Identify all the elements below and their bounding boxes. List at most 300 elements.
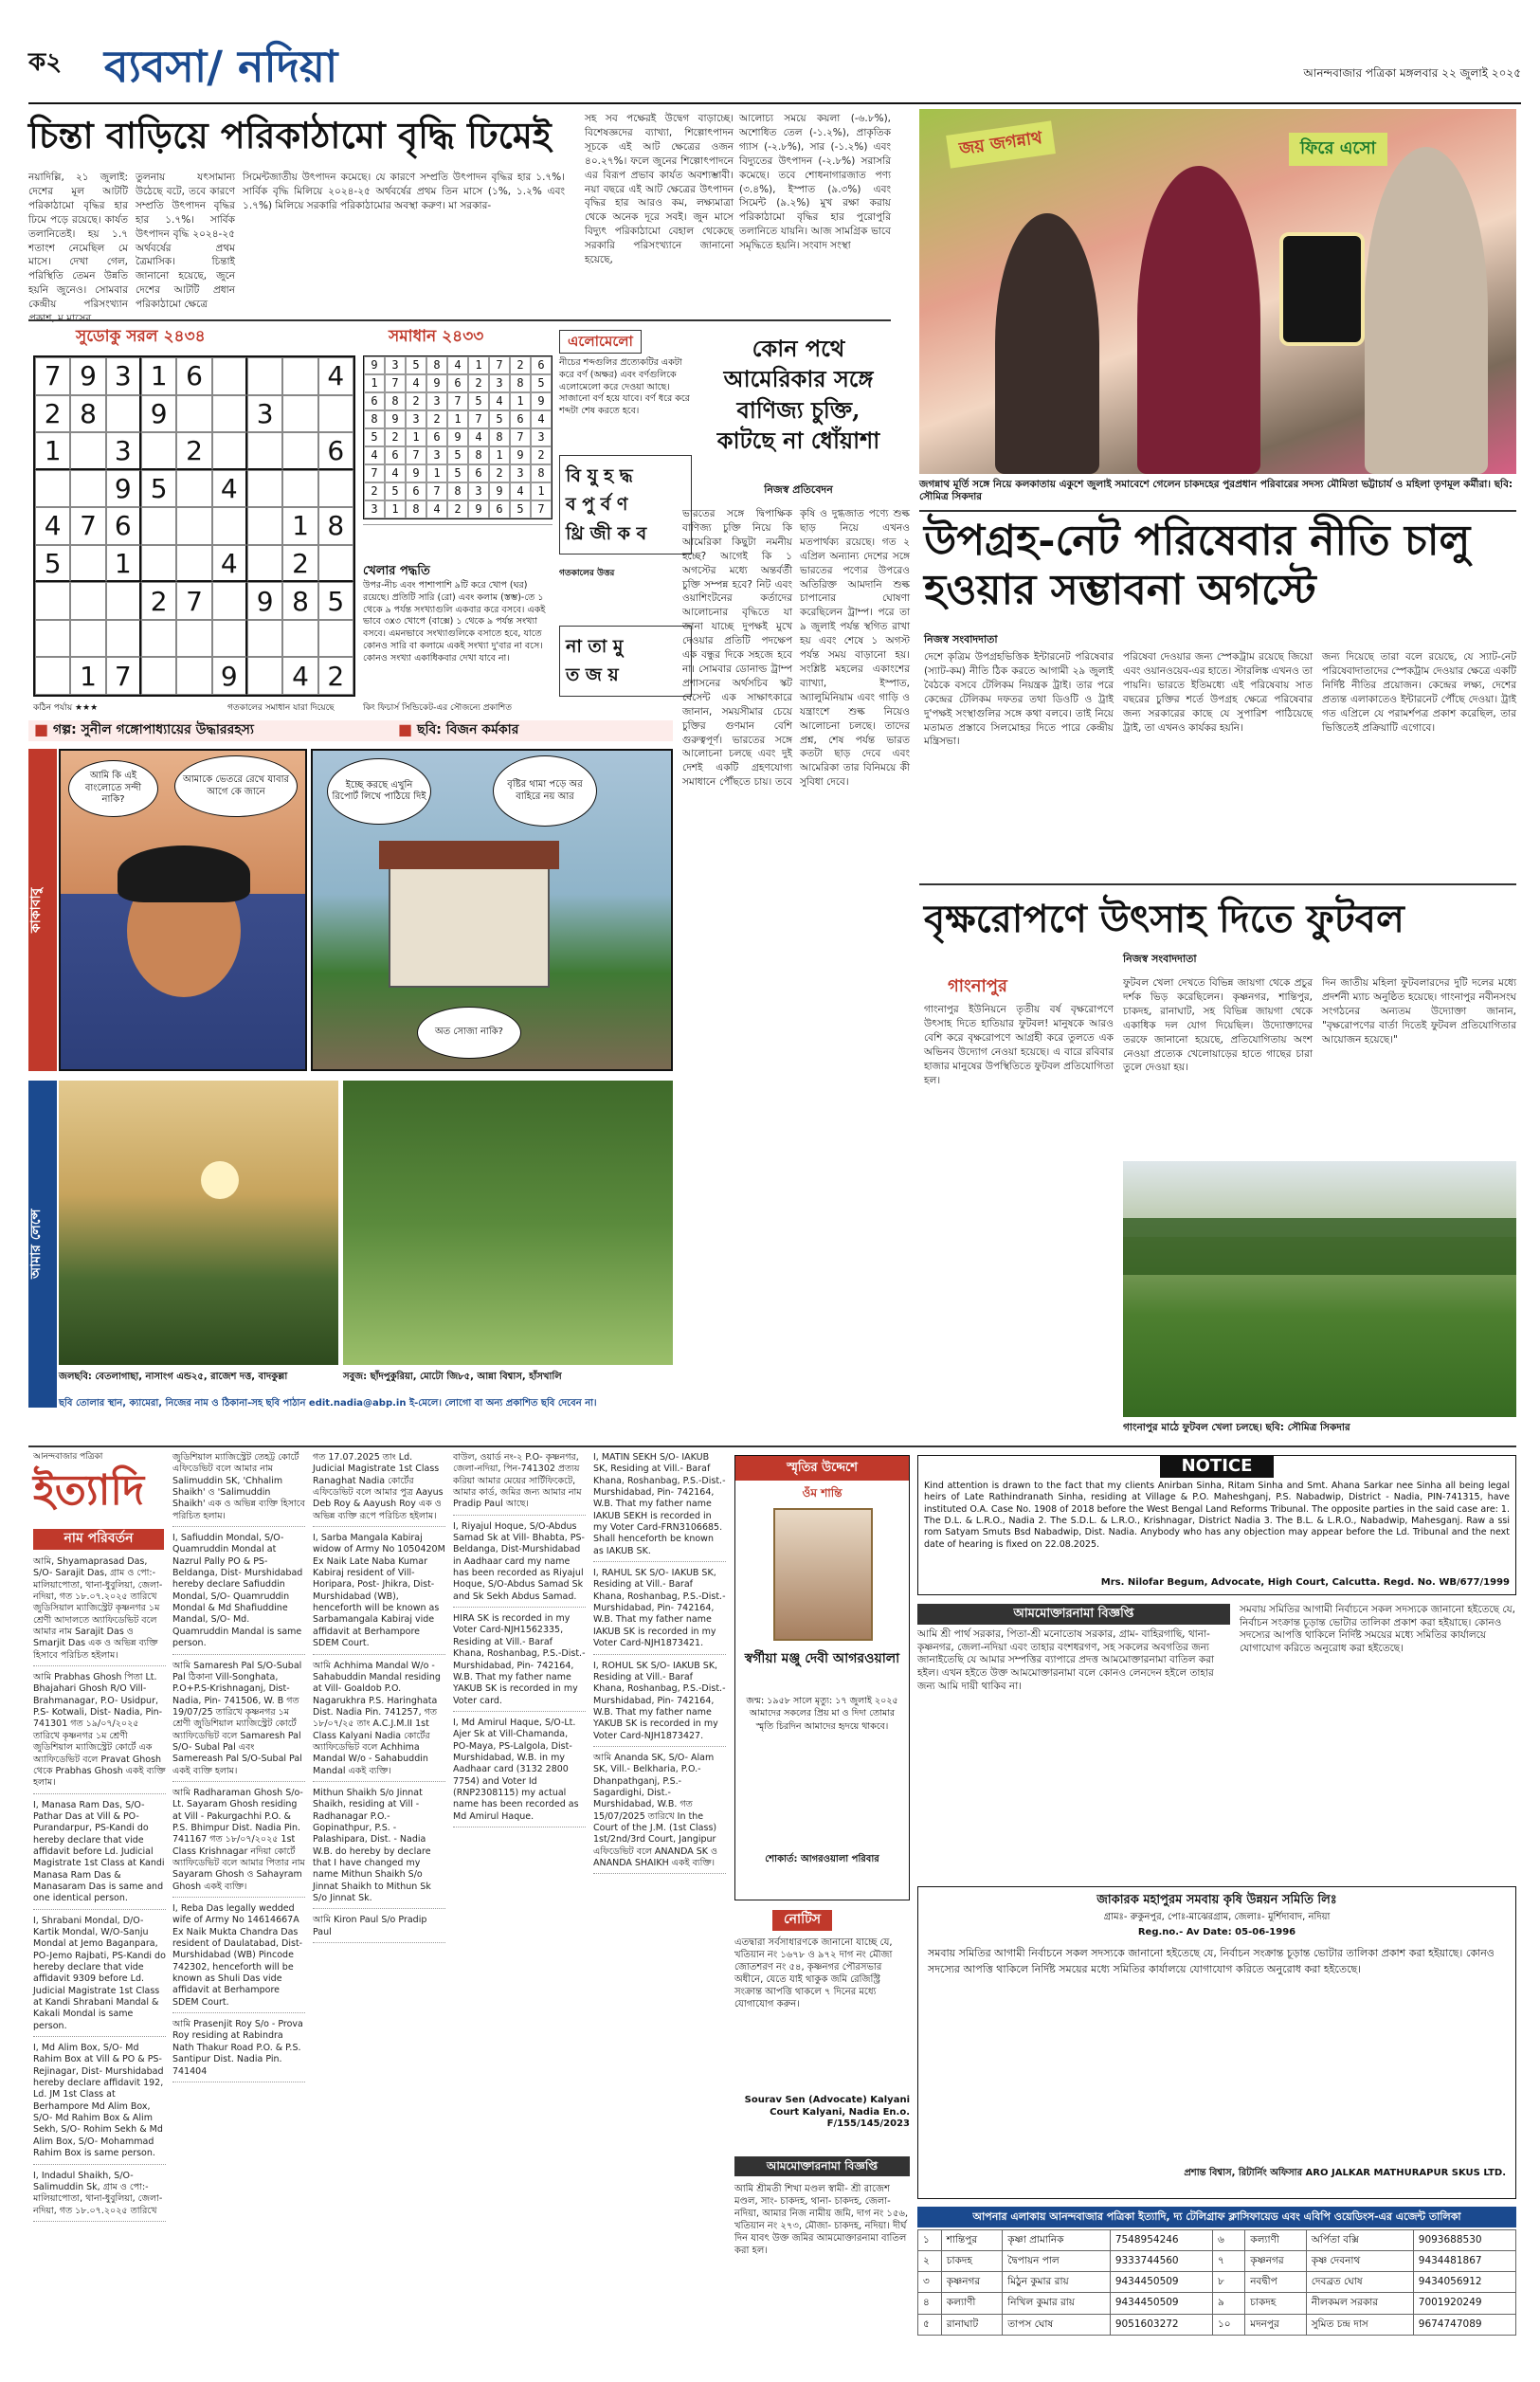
- sudoku-cell[interactable]: [35, 470, 70, 508]
- solution-cell: 9: [531, 392, 552, 410]
- agent-row: [918, 2251, 1516, 2272]
- sudoku-cell[interactable]: 4: [35, 507, 70, 545]
- classified-ad: I, Safiuddin Mondal, S/O- Quamruddin Mondal at Nazrul Pally PO & PS- Beldanga, Dist- Murshidabad hereby declare Safiuddin Mondal, S/O- Quamruddin Mondal & Md Shafiuddine Mandal, S/O- Md. Quamruddin Mandal is same person.: [172, 1533, 305, 1654]
- sudoku-cell[interactable]: 5: [141, 470, 176, 508]
- classified-ad: আমি Prabhas Ghosh পিতা Lt. Bhajahari Ghosh R/O Vill- Brahmanagar, P.O- Usidpur, P.S- Kotwali, Dist- Nadia, Pin- 741301 গত ১৯/০৭/২০২৫ তারিখে কৃষ্ণনগর ১ম শ্রেণী জুডিশিয়াল ম্যাজিস্ট্রেট কোর্টে এক অ্যাফিডেভিট বলে Pravat Ghosh থেকে Prabhas Ghosh একই ব্যক্তি হলাম।: [33, 1672, 166, 1793]
- solution-cell: 4: [364, 446, 385, 464]
- poa-title: আমমোক্তারনামা বিজ্ঞপ্তি: [917, 1604, 1230, 1625]
- obituary-shanti: ওঁম শান্তি: [802, 1486, 842, 1500]
- agent-cell: ৭: [1212, 2251, 1244, 2272]
- agent-cell: ১০: [1212, 2314, 1244, 2335]
- solution-cell: 4: [447, 356, 468, 374]
- solution-cell: 4: [531, 410, 552, 428]
- sudoku-cell[interactable]: 9: [70, 357, 105, 395]
- solution-cell: 9: [364, 356, 385, 374]
- solution-cell: 4: [489, 392, 510, 410]
- solution-cell: 9: [468, 500, 489, 518]
- solution-cell: 2: [406, 392, 426, 410]
- answer-row: ত জ য়: [566, 664, 619, 686]
- solution-cell: 7: [364, 464, 385, 482]
- person-silhouette: [995, 213, 1099, 474]
- solution-cell: 9: [385, 410, 406, 428]
- sudoku-cell[interactable]: [141, 507, 176, 545]
- elomelo-puzzle[interactable]: [559, 455, 692, 555]
- jagannath-caption: জগন্নাথ মূর্তি সঙ্গে নিয়ে কলকাতায় একুশে জুলাই সমাবেশে গেলেন চাকদহের পুরপ্রধান পরিবারের সদস্য মৌমিতা ভট্টাচার্য ও মহিলা তৃণমূল কর্মীরা। ছবি: সৌমিত্র সিকদার: [919, 479, 1513, 503]
- solution-cell: 1: [447, 410, 468, 428]
- classified-ad: আমি Radharaman Ghosh S/o- Lt. Sayaram Ghosh residing at Vill - Pakurgachhi P.O. & P.S. Bhimpur Dist. Nadia Pin. 741167 গত ১৮/০৭/২০২৫ 1st Class Krishnagar নদিয়া কোর্টে অ্যাফিডেভিট বলে আমার পিতার নাম Sayaram Ghosh ও Sahayram Ghosh একই ব্যক্তি।: [172, 1788, 305, 1898]
- solution-cell: 6: [447, 374, 468, 392]
- sudoku-cell[interactable]: 9: [141, 395, 176, 433]
- sudoku-cell[interactable]: [212, 582, 247, 620]
- satellite-col-3: জন্য দিয়েছে তারা বলে রয়েছে, যে স্যাট-নেট পরিষেবাদাতাদের স্পেকট্রাম দেওয়ার ক্ষেত্রে একটি নির্দিষ্ট নীতির প্রয়োজন। কেন্দ্রের লক্ষ্য, দেশের প্রত্যন্ত এলাকাতেও ইন্টারনেট পৌঁছে দেওয়া। ট্রাই গত এপ্রিলে যে পরামর্শপত্র প্রকাশ করেছিল, তার ভিত্তিতেই প্রক্রিয়াটি এগোবে।: [1322, 651, 1516, 734]
- sudoku-cell[interactable]: 3: [247, 395, 282, 433]
- sudoku-solver-note: গতকালের সমাধান যারা দিয়েছে: [227, 703, 335, 713]
- agent-cell: 9434450509: [1110, 2272, 1212, 2293]
- section-title: ব্যবসা/ নদিয়া: [104, 41, 338, 92]
- usa-story-body: ভারতের সঙ্গে দ্বিপাক্ষিক বাণিজ্য চুক্তি নিয়ে কি আমেরিকা কিছুটা নমনীয় হচ্ছে? আগেই কি ১ অগস্টের মধ্যে অন্তর্বর্তী চুক্তি সম্পন্ন হবে? নিট এবং ওয়াশিংটনের কর্তাদের আলোচনার বৃদ্ধিতে যা জানা যাচ্ছে দুপক্ষই মুখে দেওয়ার প্রতিটি পদক্ষেপ এক বন্ধুর দিকে সহজে হবে না। সোমবার ডোনাল্ড ট্রাম্প প্রশাসনের অর্থসচিব স্কট বেসেন্ট এক সাক্ষাৎকারে জানান, সময়সীমার চেয়ে চুক্তির গুণমান বেশি গুরুত্বপূর্ণ। ভারতের সঙ্গে আলোচনা চলছে এবং দুই দেশই একটি গ্রহণযোগ্য সমাধানে পৌঁছতে চায়। তবে কৃষি ও দুগ্ধজাত পণ্যে শুল্ক ছাড় নিয়ে এখনও মতপার্থক্য রয়েছে। গত ২ এপ্রিল অন্যান্য দেশের সঙ্গে ভারতের পণ্যের উপরেও অতিরিক্ত আমদানি শুল্ক চাপানোর ঘোষণা করেছিলেন ট্রাম্প। পরে তা ৯ জুলাই পর্যন্ত স্থগিত রাখা হয় এবং শেষে ১ অগস্ট পর্যন্ত সময় বাড়ানো হয়। সংশ্লিষ্ট মহলের একাংশের ব্যাখ্যা, ইস্পাত, অ্যালুমিনিয়াম এবং গাড়ি ও যন্ত্রাংশে শুল্ক নিয়েও আলোচনা চলছে। তাদের প্রশ্ন, শেষ পর্যন্ত ভারত কতটা ছাড় দেবে এবং আমেরিকা তার বিনিময়ে কী সুবিধা দেবে।: [682, 508, 910, 789]
- sudoku-cell[interactable]: 1: [282, 507, 317, 545]
- sudoku-cell[interactable]: [106, 582, 141, 620]
- sudoku-cell[interactable]: 7: [176, 582, 211, 620]
- agent-cell: অর্পিতা বক্সি: [1306, 2230, 1413, 2251]
- sudoku-cell[interactable]: [318, 545, 353, 583]
- solution-cell: 5: [385, 482, 406, 500]
- solution-cell: 6: [468, 464, 489, 482]
- comic-story-label: গল্প: সুনীল গঙ্গোপাধ্যায়ের উদ্ধাররহস্য: [53, 722, 254, 737]
- agent-cell: ৩: [918, 2272, 942, 2293]
- agent-cell: ২: [918, 2251, 942, 2272]
- sudoku-cell[interactable]: [247, 545, 282, 583]
- classified-ad: I, RAHUL SK S/O- IAKUB SK, Residing at Vill.- Baraf Khana, Roshanbag, P.S.-Dist.-Murshidabad, Pin- 742164, W.B. That my father name IAKUB SK is recorded in my Voter Card-NJH1873421.: [593, 1568, 726, 1654]
- agent-cell: 9434450509: [1110, 2293, 1212, 2314]
- divider: [919, 510, 1516, 512]
- sudoku-title: সুডোকু সরল ২৪৩৪: [76, 327, 206, 346]
- masthead: [28, 38, 1521, 104]
- sudoku-cell[interactable]: 1: [70, 657, 105, 695]
- sudoku-cell[interactable]: [35, 657, 70, 695]
- solution-cell: 1: [531, 482, 552, 500]
- reader-caption-1: জলছবি: বেতলাগাছা, নাসাংগ এন্ড২৫, রাজেশ দত্ত, বাদকুল্লা: [59, 1372, 288, 1382]
- solution-cell: 7: [531, 500, 552, 518]
- sudoku-cell[interactable]: 8: [70, 395, 105, 433]
- sudoku-cell[interactable]: 2: [176, 432, 211, 470]
- agent-row: [918, 2272, 1516, 2293]
- solution-cell: 6: [385, 446, 406, 464]
- sudoku-cell[interactable]: 9: [106, 470, 141, 508]
- notice-box: [917, 1455, 1516, 1595]
- sudoku-cell[interactable]: 1: [106, 545, 141, 583]
- sudoku-cell[interactable]: [70, 582, 105, 620]
- agent-cell: 9434481867: [1413, 2251, 1515, 2272]
- solution-cell: 4: [385, 464, 406, 482]
- poa-box: [917, 1604, 1230, 1879]
- classified-ad: I, Reba Das legally wedded wife of Army No 14614667A Ex Naik Mukta Chandra Das resident of Daulatabad, Dist- Murshidabad (WB) Pincode 742302, henceforth will be known as Shuli Das vide affidavit at Berhampore SDEM Court.: [172, 1903, 305, 2013]
- satellite-headline[interactable]: উপগ্রহ-নেট পরিষেবার নীতি চালু হওয়ার সম্ভাবনা অগস্টে: [924, 517, 1471, 614]
- sudoku-cell[interactable]: [35, 620, 70, 658]
- classified-ad: I, ROHUL SK S/O- IAKUB SK, Residing at Vill.- Baraf Khana, Roshanbag, P.S.-Dist.-Murshidabad, Pin- 742164, W.B. That my father name YAKUB SK is recorded in my Voter Card-NJH1873427.: [593, 1661, 726, 1747]
- agent-cell: ৮: [1212, 2272, 1244, 2293]
- solution-cell: 7: [426, 482, 447, 500]
- speech-bubble: ইচ্ছে করছে এখুনি রিপোর্ট লিখে পাঠিয়ে দিই: [327, 758, 431, 825]
- rules-title: খেলার পদ্ধতি: [363, 564, 430, 578]
- coop-notice: [917, 1886, 1516, 2199]
- agent-header: আপনার এলাকায় আনন্দবাজার পত্রিকা ইত্যাদি, দ্য টেলিগ্রাফ ক্লাসিফায়েড এবং এবিপি ওয়েডিংস-এর এজেন্ট তালিকা: [917, 2207, 1516, 2227]
- sudoku-cell[interactable]: [247, 657, 282, 695]
- classified-ad: আমি Samaresh Pal S/O-Subal Pal ঠিকানা Vill-Songhata, P.O+P.S-Krishnaganj, Dist- Nadia, Pin- 741506, W. B গত 19/07/25 তারিখে কৃষ্ণনগর ১ম শ্রেণী জুডিশিয়াল ম্যাজিস্ট্রেট কোর্টে অ্যাফিডেভিট বলে Samaresh Pal S/O- Subal Pal এবং Samereash Pal S/O-Subal Pal একই ব্যক্তি হলাম।: [172, 1661, 305, 1782]
- lead-col-4: সহ সব পক্ষেরই উদ্বেগ বাড়াচ্ছে। বিশেষজ্ঞদের ব্যাখ্যা, শিল্পোৎপাদন সূচকে এই আট ক্ষেত্রের ওজন ৪০.২৭%। ফলে জুনের শিল্পোৎপাদনে এর বিরূপ প্রভাব কার্যত অবশ্যম্ভাবী। নয়া বছরে এই আট ক্ষেত্রের উৎপাদন বৃদ্ধির হার আরও কম, লক্ষ্যমাত্রা থেকে অনেক দূরে সবই। জুন মাসে বিদ্যুৎ পরিকাঠামো বেহাল থেকেছে সরকারি পরিসংখ্যানে জানানো হয়েছে,: [585, 113, 734, 266]
- agent-cell: নিখিল কুমার রায়: [1003, 2293, 1111, 2314]
- classified-ad: I, Shrabani Mondal, D/O-Kartik Mondal, W/O-Sanju Mondal at Jemo Baganpara, PO-Jemo Rajbati, PS-Kandi do hereby declare that vide affidavit 9309 before Ld. Judicial Magistrate 1st Class at Kandi Shrabani Mandal & Kakali Mondal is same person.: [33, 1916, 166, 2037]
- football-col-1: গাংনাপুর ইউনিয়নে তৃতীয় বর্ষ বৃক্ষরোপণে উৎসাহ দিতে হাতিয়ার ফুটবল! মানুষকে আরও বেশি করে বৃক্ষরোপণে আগ্রহী করে তুলতে এক অভিনব উদ্যোগ নেওয়া হয়েছে। এ বারে রবিবার হাজার মানুষের উপস্থিতিতে ফুটবল প্রতিযোগিতা হল।: [924, 1004, 1114, 1086]
- sudoku-cell[interactable]: 1: [141, 357, 176, 395]
- solution-cell: 5: [468, 392, 489, 410]
- solution-cell: 1: [426, 464, 447, 482]
- lead-col-5: আলোচ্য সময়ে কয়লা (-৬.৮%), অশোধিত তেল (-১.২%), প্রাকৃতিক গ্যাস (-২.৮%), সার (-১.২%) এবং বিদ্যুতের উৎপাদন (-২.৮%) সরাসরি কমেছে। তবে শোধনাগারজাত পণ্য (৩.৪%), ইস্পাত (৯.৩%) এবং সিমেন্ট (৯.২%) মুখ রক্ষা করায় পরিকাঠামো বৃদ্ধির হার পুরোপুরি তলানিতে যায়নি। আজ সামগ্রিক ভাবে সমৃদ্ধিতে হয়নি। সংবাদ সংস্থা: [739, 113, 891, 252]
- sudoku-cell[interactable]: 2: [318, 657, 353, 695]
- classified-column-5: [593, 1452, 726, 2372]
- coop-title: জাকারক মহাপুরম সমবায় কৃষি উন্নয়ন সমিতি লিঃ: [1096, 1893, 1337, 1907]
- classified-ad: I, Manasa Ram Das, S/O-Pathar Das at Vill & PO- Purandarpur, PS-Kandi do hereby declare that vide affidavit before Ld. Judicial Magistrate 1st Class at Kandi Manasa Ram Das & Manasaram Das is same and one identical person.: [33, 1800, 166, 1910]
- solution-cell: 4: [406, 374, 426, 392]
- comic-square-icon: ■: [398, 720, 413, 738]
- classified-ad: আমি, Shyamaprasad Das, S/O- Sarajit Das, গ্রাম ও পো:- মালিয়াপোতা, থানা-ধুবুলিয়া, জেলা-নদিয়া, গত ১৮.০৭.২০২৫ তারিখে জুডিসিয়াল ম্যাজিস্ট্রেট কৃষ্ণনগর ১ম শ্রেণী আদালতে অ্যাফিডেভিট বলে আমার নাম Sarajit Das ও Smarjit Das এক ও অভিন্ন ব্যক্তি হিসাবে পরিচিত হইলাম।: [33, 1556, 166, 1666]
- usa-story-headline[interactable]: কোন পথে আমেরিকার সঙ্গে বাণিজ্য চুক্তি, কাটছে না ধোঁয়াশা: [716, 335, 880, 455]
- agent-cell: কল্যাণী: [1245, 2230, 1307, 2251]
- sudoku-cell[interactable]: [282, 432, 317, 470]
- sudoku-cell[interactable]: [247, 432, 282, 470]
- sudoku-cell[interactable]: [176, 395, 211, 433]
- sudoku-cell[interactable]: [141, 657, 176, 695]
- jagannath-photo: [919, 109, 1516, 474]
- classified-ad: I, Riyajul Hoque, S/O-Abdus Samad Sk at Vill- Bhabta, PS-Beldanga, Dist-Murshidabad in Aadhaar card my name has been recorded as Riyajul Hoque, S/O-Abdus Samad Sk and Sk Sekh Abdus Samad.: [453, 1521, 586, 1608]
- solution-cell: 8: [426, 356, 447, 374]
- sudoku-cell[interactable]: 9: [247, 582, 282, 620]
- sudoku-cell[interactable]: [247, 620, 282, 658]
- football-photo: [1123, 1161, 1516, 1417]
- solution-cell: 8: [510, 374, 531, 392]
- sudoku-cell[interactable]: [318, 470, 353, 508]
- elomelo-text: নীচের শব্দগুলির প্রত্যেকটির একটা করে বর্ণ (অক্ষর) এবং বর্ণগুলিকে এলোমেলো করে দেওয়া আছে। সাজানো বর্ণ হয়ে যাবে। বর্ণ ধরে করে শব্দটা শেষ করতে হবে।: [559, 357, 690, 417]
- photo-sign: ফিরে এসো: [1289, 133, 1387, 166]
- sudoku-cell[interactable]: [176, 507, 211, 545]
- solution-cell: 9: [510, 446, 531, 464]
- agent-cell: 7548954246: [1110, 2230, 1212, 2251]
- speech-bubble: আমাকে ভেতরে রেখে যাবার আগে কে জানে: [174, 755, 298, 817]
- classified-ad: I, Sarba Mangala Kabiraj widow of Army No 1050420M Ex Naik Late Naba Kumar Kabiraj resident of Vill- Horipara, Post- Jhikra, Dist- Murshidabad (WB), henceforth will be known as Sarbamangala Kabiraj vide affidavit at Berhampore SDEM Court.: [313, 1533, 445, 1654]
- sudoku-cell[interactable]: [212, 507, 247, 545]
- agent-cell: মিঠুন কুমার রায়: [1003, 2272, 1111, 2293]
- sudoku-grid[interactable]: [33, 355, 355, 697]
- agent-cell: ৯: [1212, 2293, 1244, 2314]
- classified-column-2: [172, 1452, 305, 2372]
- reader-photo-2: [343, 1081, 673, 1365]
- obituary-portrait: [773, 1508, 873, 1641]
- solution-cell: 2: [489, 464, 510, 482]
- solution-cell: 4: [426, 500, 447, 518]
- reader-photo-side-tag: আমার লেন্সে: [28, 1081, 57, 1408]
- solution-cell: 8: [468, 446, 489, 464]
- classified-ad: Mithun Shaikh S/o Jinnat Shaikh, residing at Vill - Radhanagar P.O.- Gopinathpur, P.S. - Palashipara, Dist. - Nadia W.B. do hereby by declare that I have changed my name Mithun Shaikh S/o Jinnat Shaikh to Mithun Sk S/o Jinnat Sk.: [313, 1788, 445, 1909]
- reader-photo-footer: ছবি তোলার স্থান, ক্যামেরা, নিজের নাম ও ঠিকানা-সহ ছবি পাঠান edit.nadia@abp.in ই-মেলে। লোগো বা অন্য প্রকাশিত ছবি দেবেন না।: [59, 1398, 597, 1409]
- agent-cell: শান্তিপুর: [941, 2230, 1003, 2251]
- notice-text: Kind attention is drawn to the fact that my clients Anirban Sinha, Ritam Sinha and Smt. Ahana Sarkar nee Sinha all being legal heirs of Late Rathindranath Sinha, residing at Village & P.O. Maheshganj, P.S. Nabadwip, District - Nadia, PIN-741315, have instituted O.A. Case No. 1908 of 2018 before the West Bengal Land Reforms Tribunal. The opposite parties in the said case are: 1. The D.L. & L.R.O., Nadia 2. The S.D.L. & L.R.O., Krishnagar, District Nadia 3. The B.L. & L.R.O., Nabadwip, Mahesganj. Raw a ssi rom Satyam Smuts Bsd Nabadwip, Dist. Nadia. Anybody who has any objection may appear before the Ld. Tribunal and the next date of hearing is fixed on 22.08.2025.: [924, 1481, 1510, 1550]
- sudoku-cell[interactable]: [141, 545, 176, 583]
- solution-cell: 7: [385, 374, 406, 392]
- solution-cell: 3: [531, 428, 552, 446]
- sudoku-cell[interactable]: 7: [106, 657, 141, 695]
- divider: [28, 319, 891, 321]
- sun-icon: [201, 1161, 239, 1199]
- agent-cell: নীলকমল সরকার: [1306, 2293, 1413, 2314]
- sudoku-cell[interactable]: 8: [318, 507, 353, 545]
- name-change-label: নাম পরিবর্তন: [33, 1529, 164, 1550]
- solution-cell: 1: [489, 446, 510, 464]
- sudoku-cell[interactable]: 4: [318, 357, 353, 395]
- agent-cell: চাকদহ: [1245, 2293, 1307, 2314]
- sudoku-cell[interactable]: [176, 620, 211, 658]
- agent-row: [918, 2230, 1516, 2251]
- sudoku-cell[interactable]: [247, 357, 282, 395]
- agent-cell: দেবব্রত ঘোষ: [1306, 2272, 1413, 2293]
- classified-ad: HIRA SK is recorded in my Voter Card-NJH1562335, Residing at Vill.- Baraf Khana, Roshanbag, P.S.-Dist.-Murshidabad, Pin- 742164, W.B. That my father name YAKUB SK is recorded in my Voter card.: [453, 1613, 586, 1712]
- sudoku-cell[interactable]: [141, 620, 176, 658]
- classified-ad: গত 17.07.2025 তাং Ld. Judicial Magistrate 1st Class Ranaghat Nadia কোর্টের এফিডেভিট বলে আমার পুত্র Aayus Deb Roy & Aayush Roy এক ও অভিন্ন ব্যক্তি রূপে পরিচিত হইলাম।: [313, 1452, 445, 1527]
- sudoku-cell[interactable]: 5: [318, 582, 353, 620]
- classified-ad: আমি Prasenjit Roy S/o - Prova Roy residing at Rabindra Nath Thakur Road P.O. & P.S. Santipur Dist. Nadia Pin. 741404: [172, 2019, 305, 2082]
- boy-hair: [118, 846, 250, 902]
- comic-header: [28, 720, 673, 741]
- obituary-detail: জন্ম: ১৯৫৮ সালে মৃত্যু: ১৭ জুলাই ২০২৫ আমাদের সকলের প্রিয় মা ও দিদা তোমার স্মৃতি চিরদিন আমাদের হৃদয়ে থাকবে।: [746, 1696, 898, 1732]
- solution-cell: 5: [406, 356, 426, 374]
- solution-cell: 5: [364, 428, 385, 446]
- sudoku-cell[interactable]: [176, 545, 211, 583]
- sudoku-cell[interactable]: 4: [212, 470, 247, 508]
- sudoku-cell[interactable]: 2: [35, 395, 70, 433]
- solution-cell: 6: [489, 500, 510, 518]
- classified-brand-sub: আনন্দবাজার পত্রিকা: [33, 1452, 103, 1462]
- solution-cell: 7: [489, 356, 510, 374]
- poa-text: আমি শ্রী পার্থ সরকার, পিতা-শ্রী মনোতোষ সরকার, গ্রাম- বাহিরগাছি, থানা-কৃষ্ণনগর, জেলা-নদিয়া এবং তাহার বংশধরগণ, সহ সকলের অবগতির জন্য জানাইতেছি যে আমার সম্পত্তির ব্যাপারে প্রদত্ত আমমোক্তারনামা বাতিল করা হইল। এখন হইতে উক্ত আমমোক্তারনামা বলে কোনও লেনদেন হইলে তাহার জন্য আমি দায়ী থাকিব না।: [917, 1628, 1215, 1692]
- classified-ad: আমি Achhima Mandal W/o - Sahabuddin Mandal residing at Vill- Goaldob P.O. Nagarukhra P.S. Haringhata Dist. Nadia Pin. 741257, গত ১৮/০৭/২৫ তাং A.C.J.M.II 1st Class Kalyani Nadia কোর্টের অ্যাফিডেভিট বলে Achhima Mandal W/o - Sahabuddin Mandal একই ব্যক্তি।: [313, 1661, 445, 1782]
- sudoku-cell[interactable]: [212, 395, 247, 433]
- comic-side-tag: কাকাবাবু: [28, 749, 57, 1071]
- solution-cell: 8: [447, 482, 468, 500]
- sudoku-cell[interactable]: 7: [35, 357, 70, 395]
- solution-cell: 7: [406, 446, 426, 464]
- coop-text: সমবায় সমিতির আগামী নির্বাচনে সকল সদস্যকে জানানো হইতেছে যে, নির্বাচন সংক্রান্ত চূড়ান্ত ভোটার তালিকা প্রকাশ করা হইয়াছে। কোনও সদস্যের আপত্তি থাকিলে নির্দিষ্ট সময়ের মধ্যে সমিতির কার্যালয়ে যোগাযোগ করিতে অনুরোধ করা হইতেছে।: [928, 1947, 1495, 1975]
- agent-cell: কৃষ্ণ দেবনাথ: [1306, 2251, 1413, 2272]
- sudoku-cell[interactable]: 1: [35, 432, 70, 470]
- classified-ad: I, Indadul Shaikh, S/O- Salimuddin Sk, গ্রাম ও পো:- মালিয়াপোতা, থানা-ধুবুলিয়া, জেলা-নদিয়া, গত ১৮.০৭.২০২৫ তারিখে: [33, 2171, 166, 2222]
- sudoku-cell[interactable]: 8: [282, 582, 317, 620]
- agent-cell: কৃষ্ণা প্রামানিক: [1003, 2230, 1111, 2251]
- agent-cell: ৫: [918, 2314, 942, 2335]
- elomelo-answer: [559, 626, 692, 697]
- sudoku-cell[interactable]: [35, 582, 70, 620]
- solution-cell: 8: [406, 500, 426, 518]
- obituary-header: স্মৃতির উদ্দেশে: [735, 1456, 909, 1481]
- sudoku-cell[interactable]: 2: [141, 582, 176, 620]
- solution-cell: 5: [489, 410, 510, 428]
- comic-square-icon: ■: [34, 720, 49, 738]
- agent-cell: 9051603272: [1110, 2314, 1212, 2335]
- satellite-col-2: পরিষেবা দেওয়ার জন্য স্পেকট্রাম রয়েছে জিয়ো এবং ওয়ানওয়েব-এর হাতে। স্টারলিঙ্ক এখনও তা পায়নি। ভারতে ইতিমধ্যে এই পরিষেবায় সাত বছরের চুক্তির শর্তে উপগ্রহ ক্ষেত্রে পরিষেবার জন্য সরকারের কাছে যে সুপারিশ পাঠিয়েছে ট্রাই, তা এখনও কার্যকর হয়নি।: [1123, 651, 1313, 734]
- solution-cell: 1: [510, 392, 531, 410]
- classified-ad: I, MATIN SEKH S/O- IAKUB SK, Residing at Vill.- Baraf Khana, Roshanbag, P.S.-Dist.-Murshidabad, Pin- 742164, W.B. That my father name IAKUB SEKH is recorded in my Voter Card-FRN3106685. Shall henceforth be known as IAKUB SK.: [593, 1452, 726, 1562]
- sudoku-cell[interactable]: [318, 395, 353, 433]
- solution-cell: 1: [385, 500, 406, 518]
- solution-cell: 3: [426, 446, 447, 464]
- solution-cell: 7: [447, 392, 468, 410]
- sudoku-cell[interactable]: [106, 620, 141, 658]
- poa2-title: আমমোক্তারনামা বিজ্ঞপ্তি: [734, 2156, 910, 2176]
- page-number: ক২: [28, 48, 63, 77]
- obituary-name: স্বর্গীয়া মঞ্জু দেবী আগরওয়ালা: [744, 1651, 900, 1666]
- satellite-col-1: দেশে কৃত্রিম উপগ্রহভিত্তিক ইন্টারনেট পরিষেবার (স্যাট-কম) নীতি ঠিক করতে আগামী ২৯ জুলাই বৈঠকে বসবে টেলিকম নিয়ন্ত্রক ট্রাই। তার পরে কেন্দ্রের টেলিকম দফতর তথা ডিওটি ও ট্রাই দু'পক্ষই সংস্থাগুলির সঙ্গে কথা বলবে। তাই নিয়ে মতামত প্রস্তাবে সিলমোহর দিতে পারে কেন্দ্রীয় মন্ত্রিসভা।: [924, 651, 1114, 748]
- solution-cell: 1: [364, 374, 385, 392]
- elomelo-answer-label: গতকালের উত্তর: [559, 569, 615, 578]
- solution-cell: 6: [364, 392, 385, 410]
- solution-cell: 5: [447, 446, 468, 464]
- agent-cell: কল্যাণী: [941, 2293, 1003, 2314]
- sudoku-cell[interactable]: 4: [212, 545, 247, 583]
- agent-cell: 7001920249: [1413, 2293, 1515, 2314]
- agent-cell: 9434056912: [1413, 2272, 1515, 2293]
- solution-cell: 3: [426, 392, 447, 410]
- sudoku-cell[interactable]: [282, 357, 317, 395]
- solution-cell: 5: [447, 464, 468, 482]
- speech-bubble: অত সোজা নাকি?: [417, 1007, 521, 1059]
- solution-cell: 5: [510, 500, 531, 518]
- comic-panel-1: [59, 749, 307, 1071]
- bungalow: [389, 864, 550, 988]
- sudoku-cell[interactable]: [282, 470, 317, 508]
- solution-cell: 9: [426, 374, 447, 392]
- coop-reg: Reg.no.- Av Date: 05-06-1996: [1137, 1927, 1296, 1937]
- sudoku-cell[interactable]: [70, 620, 105, 658]
- sudoku-cell[interactable]: [282, 620, 317, 658]
- agent-table: [917, 2229, 1516, 2336]
- solution-cell: 9: [489, 482, 510, 500]
- rules-text: উপর-নীচ এবং পাশাপাশি ৯টি করে খোপ (ঘর) রয়েছে। প্রতিটি সারি (রো) এবং কলাম (স্তম্ভ)-তে ১ থেকে ৯ পর্যন্ত সংখ্যাগুলি একবার করে বসবে। একই ভাবে ৩x৩ খোপে (বাক্সে) ১ থেকে ৯ পর্যন্ত সংখ্যা বসবে। এমনভাবে সংখ্যাগুলিকে বসাতে হবে, যাতে কোনও সারি বা কলামে একই সংখ্যা দু'বার না বসে। কোনও সংখ্যা একাধিকবার দেখা যাবে না।: [363, 580, 546, 664]
- photo-sign: জয় জগন্নাথ: [946, 120, 1056, 168]
- sudoku-cell[interactable]: [282, 395, 317, 433]
- sudoku-cell[interactable]: [141, 432, 176, 470]
- solution-cell: 8: [364, 410, 385, 428]
- sudoku-cell[interactable]: 2: [282, 545, 317, 583]
- football-col-2: ফুটবল খেলা দেখতে বিভিন্ন জায়গা থেকে প্রচুর দর্শক ভিড় করেছিলেন। কৃষ্ণনগর, শান্তিপুর, চাকদহ, রানাঘাট, সহ বিভিন্ন জায়গা থেকে একাধিক দল যোগ দিয়েছিল। উদ্যোক্তাদের তরফে জানানো হয়েছে, প্রতিযোগিতায় অংশ নেওয়া প্রত্যেক খেলোয়াড়ের হাতে গাছের চারা তুলে দেওয়া হয়।: [1123, 977, 1313, 1074]
- sudoku-difficulty: কঠিন পর্যায় ★★★: [33, 703, 99, 713]
- agent-cell: চাকদহ: [941, 2251, 1003, 2272]
- speech-bubble: আমি কি এই বাংলোতে সন্দী নাকি?: [68, 760, 158, 817]
- sudoku-cell[interactable]: 3: [106, 357, 141, 395]
- sudoku-cell[interactable]: [106, 395, 141, 433]
- agent-cell: মদনপুর: [1245, 2314, 1307, 2335]
- agent-table-wrap: [917, 2229, 1516, 2336]
- solution-cell: 6: [426, 428, 447, 446]
- classified-column-3: [313, 1452, 445, 2372]
- sudoku-cell[interactable]: 3: [106, 432, 141, 470]
- solution-cell: 8: [489, 428, 510, 446]
- sudoku-cell[interactable]: [212, 432, 247, 470]
- classified-column-4: [453, 1452, 586, 2372]
- solution-cell: 6: [510, 410, 531, 428]
- comic-art-label: ছবি: বিজন কর্মকার: [417, 722, 519, 737]
- solution-cell: 4: [510, 482, 531, 500]
- poa-right-text: সমবায় সমিতির আগামী নির্বাচনে সকল সদস্যকে জানানো হইতেছে যে, নির্বাচন সংক্রান্ত চূড়ান্ত ভোটার তালিকা প্রকাশ করা হইয়াছে। কোনও সদস্যের আপত্তি থাকিলে নির্দিষ্ট সময়ের মধ্যে সমিতির কার্যালয়ে যোগাযোগ করিতে অনুরোধ করা হইতেছে।: [1240, 1604, 1515, 1654]
- sudoku-cell[interactable]: 6: [318, 432, 353, 470]
- lead-col-1: নয়াদিল্লি, ২১ জুলাই: দেশের মূল আটটি পরিকাঠামো বৃদ্ধির হার ঢিমে পড়ে রয়েছে। কার্যত তলানিতেই। হয় ১.৭ শতাংশ নেমেছিল মে মাসে। দেখা গেল, পরিস্থিতি তেমন উন্নতি হয়নি জুনেও। সোমবার কেন্দ্রীয় পরিসংখ্যান: [28, 172, 128, 311]
- poa2-text: আমি শ্রীমতী শিখা মণ্ডল স্বামী- শ্রী রাজেশ মণ্ডল, সাং- চাকদহ, থানা- চাকদহ, জেলা- নদিয়া, আমার নিজ নামীয় জমি, দাগ নং ১৫৬, খতিয়ান নং ২৭৩, মৌজা- চাকদহ, নদিয়া। দীর্ঘ দিন যাবৎ উক্ত জমির আমমোক্তারনামা বাতিল করা হল।: [734, 2184, 909, 2256]
- tree-line: [1123, 1218, 1516, 1275]
- solution-cell: 9: [447, 428, 468, 446]
- person-silhouette: [1137, 166, 1260, 474]
- football-place: গাংনাপুর: [948, 976, 1007, 996]
- sudoku-cell[interactable]: 9: [212, 657, 247, 695]
- solution-cell: 2: [510, 356, 531, 374]
- solution-cell: 2: [531, 446, 552, 464]
- divider: [28, 1446, 1516, 1447]
- solution-cell: 1: [406, 428, 426, 446]
- sudoku-cell[interactable]: [70, 545, 105, 583]
- solution-cell: 8: [385, 392, 406, 410]
- reader-photo-1: [59, 1081, 338, 1365]
- small-notice-signer: Sourav Sen (Advocate) Kalyani Court Kalyani, Nadia En.o. F/155/145/2023: [744, 2095, 910, 2129]
- elomelo-title: এলোমেলো: [559, 330, 642, 354]
- sudoku-cell[interactable]: [212, 620, 247, 658]
- agent-cell: তাপস ঘোষ: [1003, 2314, 1111, 2335]
- notice-title: NOTICE: [1160, 1456, 1274, 1478]
- sudoku-cell[interactable]: [212, 357, 247, 395]
- solution-cell: 3: [385, 356, 406, 374]
- sudoku-cell[interactable]: [318, 620, 353, 658]
- sudoku-cell[interactable]: [176, 657, 211, 695]
- classified-ad: I, Md Alim Box, S/O- Md Rahim Box at Vill & PO & PS- Rejinagar, Dist- Murshidabad hereby declare affidavit 192, Ld. JM 1st Class at Berhampore Md Alim Box, S/O- Md Rahim Box & Alim Sekh, S/O- Rohim Sekh & Md Alim Box, S/O- Mohammad Rahim Box is same person.: [33, 2043, 166, 2164]
- sudoku-cell[interactable]: 7: [70, 507, 105, 545]
- sudoku-cell[interactable]: [70, 432, 105, 470]
- solution-cell: 3: [406, 410, 426, 428]
- lead-col-2: তুলনায় যৎসামান্য উঠেছে বটে, তবে কারণে সম্প্রতি উৎপাদন বৃদ্ধির হার ১.৭%। সার্বিক উৎপাদন বৃদ্ধি ২০২৪-২৫ অর্থবর্ষের প্রথম ত্রৈমাসিক। চিন্তাই জানানো হয়েছে, জুনে দেশের আটটি প্রধান পরিকাঠামো ক্ষেত্রে: [136, 172, 235, 311]
- obituary-family: শোকার্ত: আগরওয়ালা পরিবার: [765, 1854, 879, 1864]
- solution-cell: 8: [531, 464, 552, 482]
- sudoku-cell[interactable]: 6: [106, 507, 141, 545]
- sudoku-cell[interactable]: [247, 470, 282, 508]
- speech-bubble: বৃষ্টির থামা পড়ে অর বাহিরে নয় আর: [493, 755, 597, 827]
- agent-cell: রানাঘাট: [941, 2314, 1003, 2335]
- classified-ad: জুডিশিয়াল ম্যাজিস্ট্রেট তেহট্ট কোর্টে এফিডেভিট বলে আমার নাম Salimuddin SK, 'Chhalim Shaikh' ও 'Salimuddin Shaikh' এক ও অভিন্ন ব্যক্তি হিসাবে পরিচিত হলাম।: [172, 1452, 305, 1527]
- sudoku-cell[interactable]: [247, 507, 282, 545]
- elomelo-row: থ্রি জী ক ব: [566, 522, 647, 544]
- sudoku-cell[interactable]: [70, 470, 105, 508]
- agent-cell: দ্বৈপায়ন পাল: [1003, 2251, 1111, 2272]
- lead-headline[interactable]: চিন্তা বাড়িয়ে পরিকাঠামো বৃদ্ধি ঢিমেই: [28, 114, 552, 156]
- football-headline[interactable]: বৃক্ষরোপণে উৎসাহ দিতে ফুটবল: [924, 897, 1404, 941]
- classified-ad: বাউল, ওয়ার্ড নং-২ P.O- কৃষ্ণনগর, জেলা-নদিয়া, পিন-741302 প্রত্যয় করিয়া আমার মেয়ের সার্টিফিকেটে, আমার কার্ড, জমির জন্য আমার নাম Pradip Paul আছে।: [453, 1452, 586, 1516]
- sudoku-cell[interactable]: 4: [282, 657, 317, 695]
- solution-grid: [363, 355, 553, 519]
- sudoku-cell[interactable]: 6: [176, 357, 211, 395]
- lead-col-3: সিমেন্টজাতীয় উৎপাদন কমেছে। যে কারণে সম্প্রতি উৎপাদন বৃদ্ধির হার ১.৭%। সার্বিক বৃদ্ধি মিলিয়ে ২০২৪-২৫ অর্থবর্ষের প্রথম তিন মাসে (১%, ১.২% এবং ১.৭%) মিলিয়ে সরকারি পরিকাঠামোর অবস্থা করুণ। মা সরকার-: [243, 172, 565, 211]
- agent-cell: 9674747089: [1413, 2314, 1515, 2335]
- sudoku-cell[interactable]: 5: [35, 545, 70, 583]
- solution-cell: 7: [468, 410, 489, 428]
- sudoku-cell[interactable]: [176, 470, 211, 508]
- answer-row: না তা মু: [566, 636, 624, 657]
- football-caption: গাংনাপুর মাঠে ফুটবল খেলা চলছে। ছবি: সৌমিত্র সিকদার: [1123, 1422, 1350, 1433]
- agent-cell: 9333744560: [1110, 2251, 1212, 2272]
- satellite-byline: নিজস্ব সংবাদদাতা: [924, 633, 998, 646]
- comic-panel-2: [311, 749, 673, 1071]
